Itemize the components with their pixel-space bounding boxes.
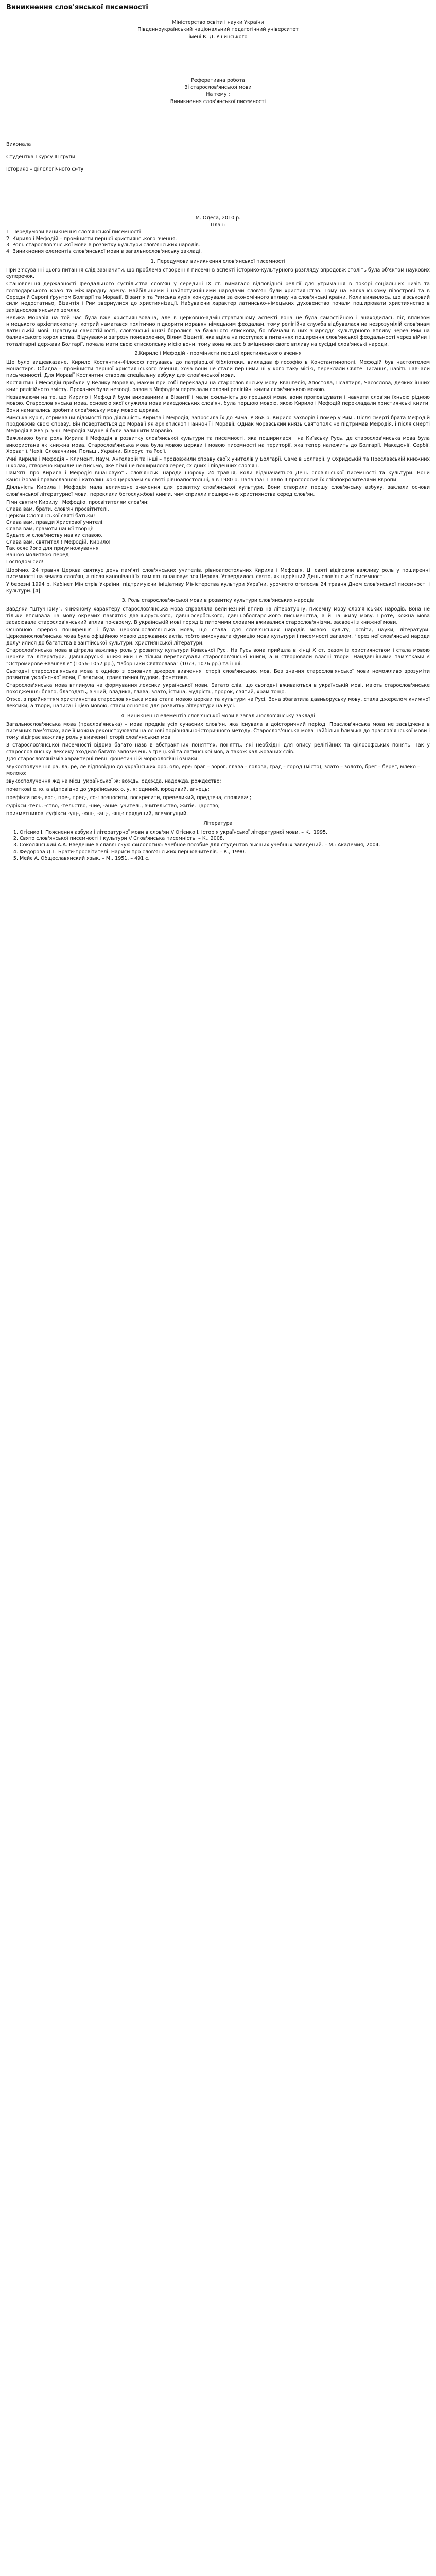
verse-line: Так осяє його для приумножування [6, 546, 99, 552]
reference-item: 5. Мейє А. Общеславянский язык. – М., 1951. – 491 с. [20, 856, 430, 862]
city-year: М. Одеса, 2010 р. [195, 215, 241, 221]
verse-line: Слава вам, грамоти нашої творці! [6, 526, 94, 532]
document-title: Виникнення слов'янської писемності [6, 4, 148, 11]
paragraph: При з'ясуванні цього питання слід зазначити, що проблема створення писемн в аспекті історико-культурного розгляду впродовж століть була об'єктом наукових суперечок. [6, 267, 430, 280]
work-topic: Виникнення слов'янської писемності [170, 98, 266, 105]
paragraph: Старослов'янська мова вплинула на формування лексики української мови. Багато слів, що сьогодні вживаються в українській мові, мають старослов'янське походження: благо, благодать, вічний, владика, глава, злато, істина, мудрість, пророк, святий, храм тощо. [6, 683, 430, 695]
plan-item: 2. Кирило і Мефодій – промінисти першої християнського вчення. [6, 235, 177, 242]
paragraph: Учні Кирила і Мефодія – Климент, Наум, Ангеларій та інші – продовжили справу своїх учителів у Болгарії. Саме в Болгарії, у Охридській та Преславській книжних школах, створено кириличне письмо, яке пізніше поширилося серед східних і південних слов'ян. [6, 456, 430, 469]
verse-line: Слава вам, брати, слов'ян просвітителі, [6, 506, 109, 513]
features-list [6, 764, 430, 818]
paragraph: Пам'ять про Кирила і Мефодія вшановують слов'янські народи щороку 24 травня, коли відзначається День слов'янської писемності та культури. Вони канонізовані православною і католицькою церквами як святі рівноапостольні, а в 1980 р. Папа Іван Павло ІІ проголосив їх співпокровителями Європи. [6, 470, 430, 483]
verse-line: Церкви Слов'янської святі батьки! [6, 513, 95, 519]
paragraph: Основною сферою поширення і була церковнослов'янська мова, що стала для слов'янських народів мовою культу, освіти, науки, літератури. Церковнослов'янська мова була офіційною мовою державних актів, тобто виконувала функцію мови культури і писемності загалом. Через неї слов'янські народи долучилися до багатства візантійської культури, християнської літератури. [6, 627, 430, 646]
list-item: звукосполучення жд на місці української ж: вождь, одежда, надежда, рождество; [6, 778, 221, 785]
references-list [6, 829, 430, 862]
paragraph: Сьогодні старослов'янська мова є однією з основних джерел вивчення історії слов'янських мов. Без знання старослов'янської мови неможливо зрозуміти розвиток української мови, її лексики, граматичної будови, фонетики. [6, 668, 430, 681]
verse-line: Слава вам, святителі! Мефодій, Кирило! [6, 539, 111, 545]
verse-line: Господом сил! [6, 558, 44, 565]
plan-item: 4. Виникнення елементів слов'янської мови в загальнослов'янську закладі. [6, 249, 202, 255]
work-subject: Зі старослов'янської мови [184, 84, 252, 91]
document-page [0, 0, 436, 871]
work-type: Реферативна робота [191, 77, 245, 83]
section-4-heading: 4. Виникнення елементів слов'янської мови в загальнослов'янську закладі [120, 713, 316, 719]
paragraph: Завдяки "штучному", книжному характеру старослов'янська мова справляла величезний вплив на літературну, писемну мову слов'янських народів. Вона не тільки впливала на мову окремих пам'яток давньоруського, давньосербського, давньоболгарського письменства, а й на живу мову. Проте, кожна мова засвоювала старослов'янський вплив по-своєму. В українській мові поряд із питомими словами вживалися старослов'янізми, засвоєні з книжної мови. [6, 606, 430, 625]
paragraph: Загальнослов'янська мова (праслов'янська) – мова предків усіх сучасних слов'ян, яка існувала в доісторичний період. Праслов'янська мова не засвідчена в писемних пам'ятках, але її можна реконструювати на основі порівняльно-історичного методу. Старослов'янська мова найбільш близька до праслов'янської мови і тому відіграє важливу роль у вивченні історії слов'янських мов. [6, 721, 430, 741]
ministry-line: Міністерство освіти і науки України [172, 20, 264, 26]
paragraph: Діяльність Кирила і Мефодія мала величезне значення для розвитку слов'янської культури. Вони створили першу слов'янську азбуку, заклали основи слов'янської літературної мови, переклали богослужбові книги, чим сприяли поширенню християнства серед слов'ян. [6, 484, 430, 497]
work-topic-label: На тему : [206, 92, 230, 97]
paragraph: Незважаючи на те, що Кирило і Мефодій були вихованими в Візантії і мали схильність до грецької мови, вони проповідувати і навчати слов'ян їхньою рідною мовою. Старослов'янська мова, основою якої служила мова македонських слов'ян, була першою мовою, якою Кирило і Мефодій перекладали християнські книги. Вони намагались зробити слов'янську мову мовою церкви. [6, 394, 430, 413]
named-after-line: імені К. Д. Ушинського [188, 33, 248, 40]
list-item: префікси воз-, вос-, пре-, пред-, со-: возносити, воскресити, превеликий, предтеча, споживач; [6, 794, 252, 801]
paragraph: Велика Моравія на той час була вже християнізована, але в церковно-адміністративному аспекті вона не була самостійною і знаходилась під впливом німецького архіепископату, котрий намагався політично підкорити моравян німецьким феодалам, тому релігійна служба відбувалася на незрозумілій слов'янам латинській мові. Прагнучи самостійності, слов'янські князі боролися за бажаного єпископа, бо вбачали в них знаряддя культурного впливу через Рим на балканського королівства. Відчуваючи загрозу поневолення, Вілим Візантії, яка вціла на поступах в питаннях поширення слов'янської феодальності через війни і тоталітарні держави Болгарії, почала мати свою єпископську місію вони, тому вона як засіб зміцнення свого впливу на сусідні слов'янські народи. [6, 315, 430, 347]
university-line: Південноукраїнський національний педагогічний університет [137, 27, 299, 33]
section-1-heading: 1. Передумови виникнення слов'янської писемності [150, 258, 286, 264]
paragraph: У березні 1994 р. Кабінет Міністрів України, підтримуючи ініціативу Міністерства культури України, урочисто оголосив 24 травня Днем слов'янської писемності і культури. [4] [6, 581, 430, 594]
paragraph: Ще було вищевказане, Кирило Костянтин-Філософ готувавсь до патріаршої бібліотеки, викладав філософію в Константинополі, Мефодій був настоятелем монастиря. Обидва – промінисти першої християнського вчення, хоча вони не стали першими ні у кого таку місію, переклали Святе Писання, навіть навчали письменності. Для Моравії Костянтин створив спеціальну азбуку для слов'янської мови. [6, 359, 430, 379]
verse-line: Вашою молитвою перед [6, 552, 69, 558]
list-item: звукосполучення ра, ла, ре, ле відповідно до українських оро, оло, ере: враг – ворог, глава – голова, град – город (місто), злато – золото, брег – берег, млеко – молоко; [6, 764, 420, 776]
plan-item: 1. Передумови виникнення слов'янської писемності [6, 229, 141, 235]
section-3-heading: 3. Роль старослов'янської мови в розвитку культури слов'янських народів [121, 598, 315, 604]
list-item: прикметникові суфікси -ущ-, -ющ-, -ащ-, -ящ-: грядущий, всемогущий. [6, 811, 188, 817]
paragraph: Римська курія, отримавши відомості про діяльність Кирила і Мефодія, запросила їх до Рима. У 868 р. Кирило захворів і помер у Римі. Після смерті брата Мефодій продовжив свою справу. Він повертається до Моравії як архієпископ Паннонії і Моравії. Однак моравський князь Святополк не підтримав Мефодія, і після смерті Мефодія в 885 р. учні Мефодія змушені були залишити Моравію. [6, 415, 430, 434]
paragraph: Для старослов'янізмів характерні певні фонетичні й морфологічні ознаки: [6, 756, 199, 762]
paragraph: З старослов'янської писемності відома багато назв в абстрактних поняттях, понятть, які необхідні для опису релігійних та філософських понять. Так у старослов'янську лексику входило багато запозичень з грецької та латинської мов, а також калькованих слів. [6, 742, 430, 755]
reference-item: 3. Соколянський А.А. Введение в славянскую филологию: Учебное пособие для студентов высших учебных заведений. – М.: Академия, 2004. [20, 842, 430, 849]
paragraph: Важливою була роль Кирила і Мефодія в розвитку слов'янської культури та писемності, яка поширилася і на Київську Русь, де старослов'янська мова була використана як книжна мова. Старослов'янська мова була мовою церкви і мовою писемності на території, яка тепер належить до Болгарії, Македонії, Сербії, Хорватії, Чехії, Словаччини, Польщі, України, Білорусі та Росії. [6, 435, 430, 455]
author-faculty: Історико – філологічного ф-ту [6, 166, 84, 172]
paragraph: Отже, з прийняттям християнства старослов'янська мова стала мовою церкви та культури на Русі. Вона збагатила давньоруську мову, стала джерелом книжної лексики, а твори, написані цією мовою, стали основою для розвитку літератури на Русі. [6, 697, 430, 709]
plan-heading: План: [211, 222, 225, 228]
section-2-heading: 2.Кирило і Мефодій - промінисти першої християнського вчення [134, 351, 302, 357]
plan-list [6, 229, 430, 256]
hymn-verse [6, 500, 430, 565]
paragraph: Костянтин і Мефодій прибули у Велику Моравію, маючи при собі переклади на старослов'янську мову Євангелія, Апостола, Псалтиря, Часослова, деяких інших книг релігійного змісту. Прохання були незгоді, разом з Мефодієм переклали головні релігійні книги слов'янською мовою. [6, 380, 430, 393]
reference-item: 2. Свято слов'янської писемності і культури // Слов'янська писемність. – К., 2008. [20, 836, 430, 842]
paragraph: Становлення державності феодального суспільства слов'ян у середині ІХ ст. вимагало відповідної реліґії для утримання в покорі соціальних низів та господарського краю та міжнародну арену. Найбільшими і найпотужнішими народами слов'ян були християнство. Тому на Балканському півострові та в Середній Європі ґрунтом Болгарії та Моравії. Візантія та Римська курія конкурували за економічного впливу на слов'янські країни. Коли виявилось, що візськовий сили недостатньо, Візантія і Рим звернулися до християнізації. Набуваючи характер латинсько-німецьких духовенство почали поширювати християнство в західнослов'янських землях. [6, 281, 430, 313]
author-role: Виконала [6, 142, 31, 148]
paragraph: Старослов'янська мова відіграла важливу роль у розвитку культури Київської Русі. На Русь вона прийшла в кінці Х ст. разом із християнством і стала мовою церкви та літератури. Давньоруські книжники не тільки переписували старослов'янські книги, а й створювали власні твори. Найдавнішими пам'ятками є "Остромирове Євангеліє" (1056–1057 рр.), "Ізборники Святослава" (1073, 1076 рр.) та інші. [6, 648, 430, 667]
reference-item: 1. Огієнко І. Пояснення азбуки і літературної мови в слов'ян // Огієнко І. Історія української літературної мови. – К., 1995. [20, 829, 430, 836]
plan-item: 3. Роль старослов'янської мови в розвитку культури слов'янських народів. [6, 242, 200, 248]
reference-item: 4. Федорова Д.Т. Брати-просвітителі. Нариси про слов'янських першовчителів. – К., 1990. [20, 849, 430, 856]
verse-line: Гімн святим Кирилу і Мефодію, просвітителям слов'ян: [6, 500, 149, 506]
list-item: початкові е, ю, а відповідно до українських о, у, я: єдиний, юродивий, агнець; [6, 787, 210, 793]
list-item: суфікси -тель, -ство, -тельство, -ние, -ание: учитель, вчительство, житіє, царство; [6, 803, 220, 809]
author-student: Студентка І курсу ІІІ групи [6, 154, 76, 160]
references-heading: Література [203, 820, 233, 826]
verse-line: Слава вам, правди Христової учителі, [6, 519, 104, 526]
verse-line: Будьте ж слов'янству навіки славою, [6, 532, 103, 538]
paragraph: Щорічно, 24 травня Церква святкує день пам'яті слов'янських учителів, рівноапостольних Кирила і Мефодія. Ці святі відіграли важливу роль у поширенні писемності на землях слов'ян, а після канонізації їх пам'ять вшановує вся Церква. Утвердилось свято, як щорічний День слов'янської писемності. [6, 567, 430, 580]
